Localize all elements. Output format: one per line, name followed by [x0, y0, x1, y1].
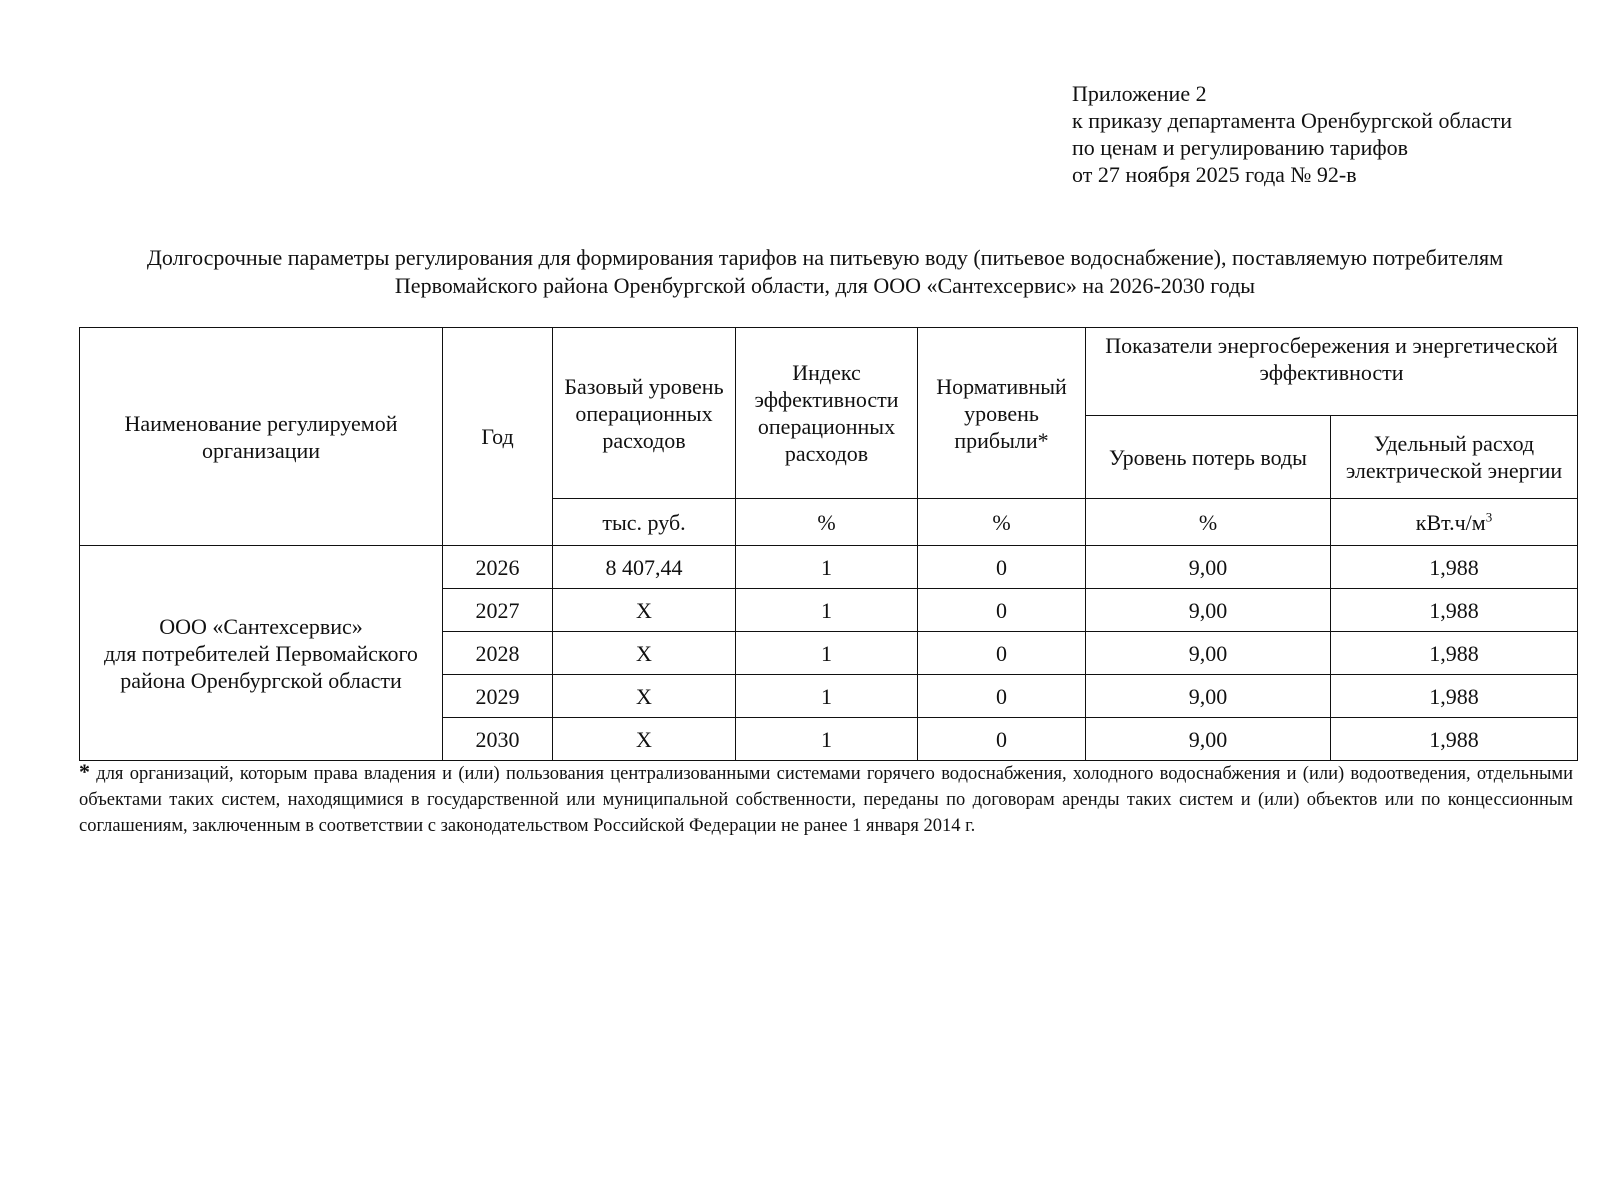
unit-water-loss: % — [1086, 499, 1331, 546]
appendix-block — [1072, 80, 1512, 188]
cell-base-opex: Х — [553, 675, 736, 718]
unit-electricity: $кВт.ч/м^3$ — [1331, 499, 1578, 546]
footnote-text: для организаций, которым права владения и (или) пользования централизованными системами горячего водоснабжения, холодного водоснабжения и (или) водоотведения, отдельными объектами таких систем, находящимися в государственной или муниципальной собственности, переданы по договорам аренды таких систем и (или) объектов или по концессионным соглашениям, заключенным в соответствии с законодательством Российской Федерации не ранее 1 января 2014 г. — [79, 764, 1574, 836]
unit-electricity-superscript: 3 — [1485, 509, 1493, 525]
cell-electricity: 1,988 — [1331, 589, 1578, 632]
cell-base-opex: Х — [553, 589, 736, 632]
cell-profit-level: 0 — [918, 632, 1086, 675]
cell-efficiency-index: 1 — [736, 589, 918, 632]
header-electricity: Удельный расход электрической энергии — [1331, 416, 1578, 499]
header-profit-level: Нормативный уровень прибыли* — [918, 328, 1086, 499]
cell-base-opex: Х — [553, 718, 736, 761]
title-line-1: Долгосрочные параметры регулирования для формирования тарифов на питьевую воду (питьевое водоснабжение), поставляемую потребителям — [146, 245, 1504, 270]
footnote — [79, 759, 1573, 839]
header-efficiency-index: Индекс эффективности операционных расходов — [736, 328, 918, 499]
header-org: Наименование регулируемой организации — [80, 328, 443, 546]
title-line-2: Первомайского района Оренбургской области, для ООО «Сантехсервис» на 2026-2030 годы — [394, 273, 1256, 298]
cell-efficiency-index: 1 — [736, 632, 918, 675]
parameters-table — [79, 327, 1578, 761]
cell-electricity: 1,988 — [1331, 675, 1578, 718]
header-energy-group: Показатели энергосбережения и энергетической эффективности — [1086, 328, 1578, 416]
cell-electricity: 1,988 — [1331, 546, 1578, 589]
unit-efficiency-index: % — [736, 499, 918, 546]
unit-profit-level: % — [918, 499, 1086, 546]
footnote-marker: * — [79, 759, 90, 784]
cell-profit-level: 0 — [918, 675, 1086, 718]
cell-water-loss: 9,00 — [1086, 718, 1331, 761]
cell-year: 2030 — [443, 718, 553, 761]
cell-water-loss: 9,00 — [1086, 632, 1331, 675]
organization-line-1: ООО «Сантехсервис» — [159, 613, 363, 639]
header-row-1 — [80, 328, 1578, 416]
organization-cell — [80, 546, 443, 761]
cell-water-loss: 9,00 — [1086, 675, 1331, 718]
cell-base-opex: 8 407,44 — [553, 546, 736, 589]
cell-year: 2028 — [443, 632, 553, 675]
header-water-loss: Уровень потерь воды — [1086, 416, 1331, 499]
cell-profit-level: 0 — [918, 589, 1086, 632]
unit-base-opex: тыс. руб. — [553, 499, 736, 546]
cell-profit-level: 0 — [918, 718, 1086, 761]
table-row — [80, 546, 1578, 589]
cell-electricity: 1,988 — [1331, 632, 1578, 675]
header-year: Год — [443, 328, 553, 546]
cell-efficiency-index: 1 — [736, 546, 918, 589]
cell-efficiency-index: 1 — [736, 718, 918, 761]
cell-year: 2029 — [443, 675, 553, 718]
cell-year: 2027 — [443, 589, 553, 632]
cell-electricity: 1,988 — [1331, 718, 1578, 761]
appendix-line-2: к приказу департамента Оренбургской области — [1072, 108, 1512, 133]
header-base-opex: Базовый уровень операционных расходов — [553, 328, 736, 499]
cell-base-opex: Х — [553, 632, 736, 675]
appendix-line-1: Приложение 2 — [1072, 81, 1207, 106]
organization-line-3: района Оренбургской области — [120, 667, 402, 693]
cell-water-loss: 9,00 — [1086, 589, 1331, 632]
cell-efficiency-index: 1 — [736, 675, 918, 718]
organization-line-2: для потребителей Первомайского — [104, 640, 418, 666]
appendix-line-3: по ценам и регулированию тарифов — [1072, 135, 1409, 160]
cell-profit-level: 0 — [918, 546, 1086, 589]
cell-year: 2026 — [443, 546, 553, 589]
cell-water-loss: 9,00 — [1086, 546, 1331, 589]
document-title — [80, 244, 1570, 300]
appendix-line-4: от 27 ноября 2025 года № 92-в — [1072, 162, 1357, 187]
